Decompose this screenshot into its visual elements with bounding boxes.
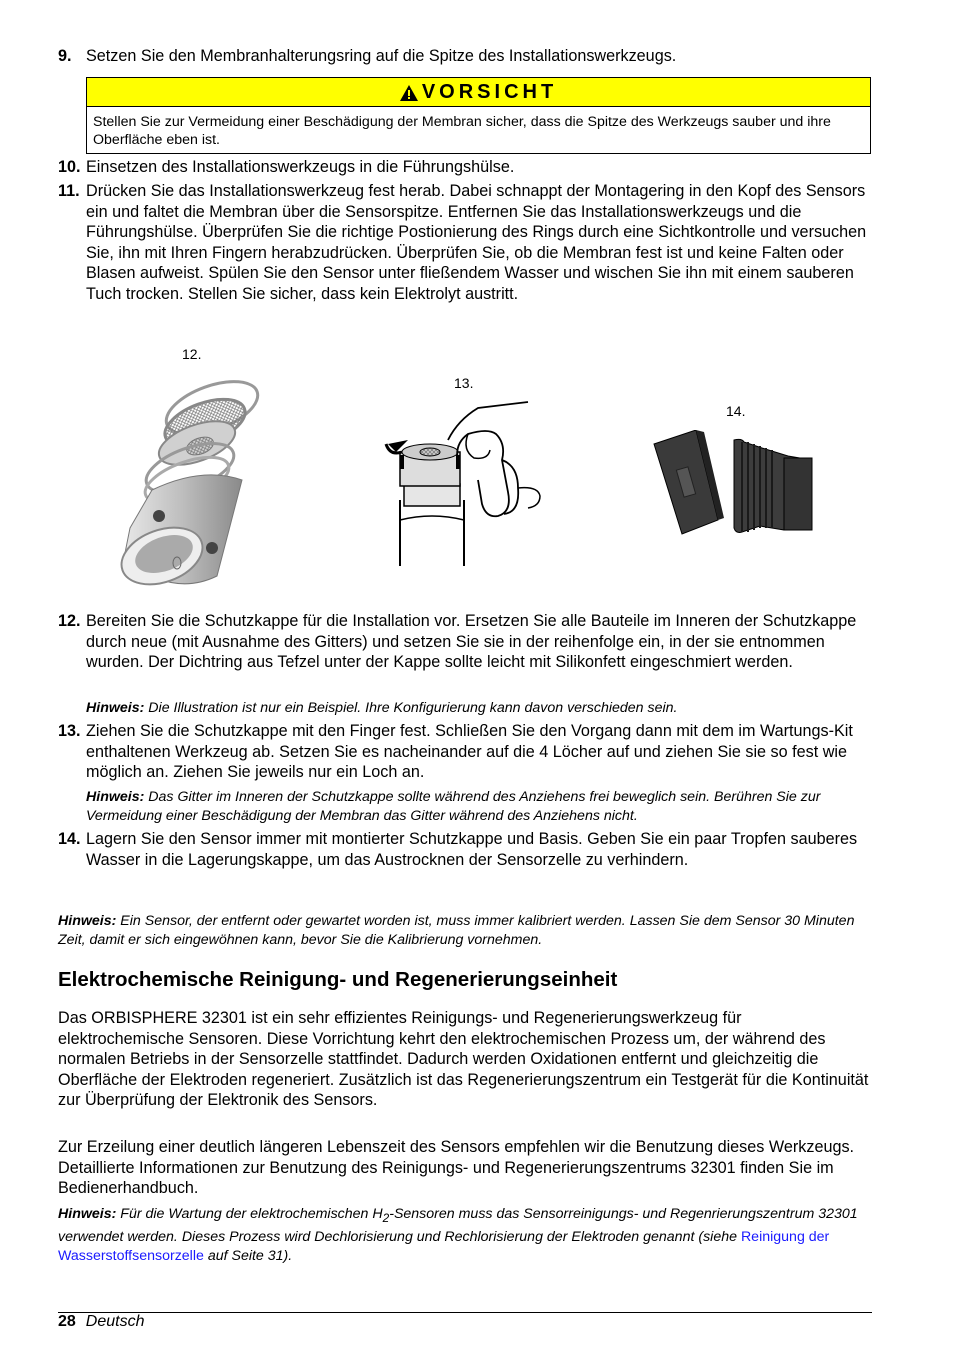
step-12 xyxy=(58,611,870,673)
step-number: 12. xyxy=(58,612,81,630)
note-subscript: 2 xyxy=(382,1210,390,1225)
step-9 xyxy=(58,46,870,67)
caution-title: VORSICHT xyxy=(421,81,558,103)
note-text: Das Gitter im Inneren der Schutzkappe sollte während des Anziehens frei beweglich sein. Berühren Sie zur Vermeidung einer Beschädigung der Membran das Gitter während des Anziehens nicht. xyxy=(86,789,821,824)
footer-divider xyxy=(58,1312,872,1313)
step-number: 14. xyxy=(58,830,81,848)
note-label: Hinweis: xyxy=(58,913,117,929)
step-text: Einsetzen des Installationswerkzeugs in die Führungshülse. xyxy=(86,158,515,176)
page-number: 28 xyxy=(58,1313,76,1330)
page-footer xyxy=(58,1313,145,1331)
step-13 xyxy=(58,721,870,783)
figure-label-13: 13. xyxy=(454,375,474,391)
caution-text: Stellen Sie zur Vermeidung einer Beschädigung der Membran sicher, dass die Spitze des Werkzeugs sauber und ihre Oberfläche eben ist. xyxy=(93,114,831,148)
note-h2-sensor xyxy=(58,1205,878,1266)
step-text: Bereiten Sie die Schutzkappe für die Installation vor. Ersetzen Sie alle Bauteile im Inneren der Schutzkappe durch neue (mit Ausnahme des Gitters) und setzen Sie sie in der reihenfolge ein, in der sie entnommen wurden. Der Dichtring aus Tefzel unter der Kappe sollte leicht mit Silikonfett eingeschmiert werden. xyxy=(86,612,857,671)
figure-label-14: 14. xyxy=(726,403,746,419)
note-text-a: Für die Wartung der elektrochemischen H xyxy=(120,1206,383,1222)
figure-label-12: 12. xyxy=(182,346,202,362)
note-text-c: auf Seite 31). xyxy=(203,1247,293,1264)
warning-triangle-icon xyxy=(400,85,418,101)
note-text-b: -Sensoren muss das Sensorreinigungs- und Regenrierungszentrum 32301 verwendet werden. Dieses Prozess wird Dechlorisierung und Rechlorisierung der Elektroden genannt (siehe xyxy=(58,1206,858,1245)
caution-header xyxy=(87,78,870,107)
note-label: Hinweis: xyxy=(86,700,145,716)
section-paragraph-1: Das ORBISPHERE 32301 ist ein sehr effizientes Reinigungs- und Regenerierungswerkzeug für elektrochemische Sensoren. Diese Vorrichtung kehrt den elektrochemischen Prozess um, der während des normalen Betriebs in der Sensorzelle stattfindet. Dadurch werden Oxidationen entfernt und gleichzeitig die Oberfläche der Elektroden regeneriert. Zusätzlich ist das Regenerierungszentrum ein Testgerät für die Kontinuität zur Überprüfung der Elektronik des Sensors. xyxy=(58,1009,869,1109)
step-number: 11. xyxy=(58,182,80,200)
note-text: Die Illustration ist nur ein Beispiel. Ihre Konfigurierung kann davon verschieden sein. xyxy=(148,700,678,716)
note-calibration xyxy=(58,912,878,950)
note-step-13 xyxy=(86,788,871,826)
footer-language: Deutsch xyxy=(85,1313,145,1330)
section-heading: Elektrochemische Reinigung- und Regenerierungseinheit xyxy=(58,968,618,991)
step-number: 9. xyxy=(58,47,72,65)
step-10 xyxy=(58,157,870,178)
hand-tightening-illustration xyxy=(378,400,544,566)
note-label: Hinweis: xyxy=(86,789,145,805)
caution-box xyxy=(86,77,871,154)
protective-cap-exploded-illustration xyxy=(112,378,272,593)
note-label: Hinweis: xyxy=(58,1206,117,1222)
step-11 xyxy=(58,181,870,304)
cross-reference-link[interactable]: Reinigung der Wasserstoffsensorzelle xyxy=(58,1228,830,1264)
note-text: Ein Sensor, der entfernt oder gewartet worden ist, muss immer kalibriert werden. Lassen Sie dem Sensor 30 Minuten Zeit, damit er sich eingewöhnen kann, bevor Sie die Kalibrierung vornehmen. xyxy=(58,913,855,948)
step-number: 10. xyxy=(58,158,81,176)
note-step-12 xyxy=(86,699,876,718)
cap-and-base-illustration xyxy=(650,430,816,540)
step-text: Lagern Sie den Sensor immer mit montierter Schutzkappe und Basis. Geben Sie ein paar Tropfen sauberes Wasser in die Lagerungskappe, um das Austrocknen der Sensorzelle zu verhindern. xyxy=(86,830,858,869)
section-paragraph-2: Zur Erzeilung einer deutlich längeren Lebenszeit des Sensors empfehlen wir die Benutzung dieses Werkzeugs. Detaillierte Informationen zur Benutzung des Reinigungs- und Regenerierungszentrums 32301 finden Sie im Bedienerhandbuch. xyxy=(58,1138,855,1197)
step-text: Drücken Sie das Installationswerkzeug fest herab. Dabei schnappt der Montagering in den Kopf des Sensors ein und faltet die Membran über die Sensorspitze. Entfernen Sie das Installationswerkzeugs und die Führungshülse. Überprüfen Sie die richtige Postionierung des Rings durch eine Sichtkontrolle und versuchen Sie, ihn mit Ihren Fingern herabzudrücken. Überprüfen Sie, ob die Membran fest ist und keine Falten oder Blasen aufweist. Spülen Sie den Sensor unter fließendem Wasser und wischen Sie ihn mit einem sauberen Tuch trocken. Stellen Sie sicher, dass kein Elektrolyt austritt. xyxy=(86,182,867,303)
step-text: Setzen Sie den Membranhalterungsring auf die Spitze des Installationswerkzeugs. xyxy=(86,47,677,65)
step-14 xyxy=(58,829,870,870)
step-text: Ziehen Sie die Schutzkappe mit den Finger fest. Schließen Sie den Vorgang dann mit dem im Wartungs-Kit enthaltenen Werkzeug ab. Setzen Sie es nacheinander auf die 4 Löcher auf und ziehen Sie sie so fest wie möglich an. Ziehen Sie jeweils nur ein Loch an. xyxy=(86,722,853,781)
step-number: 13. xyxy=(58,722,81,740)
